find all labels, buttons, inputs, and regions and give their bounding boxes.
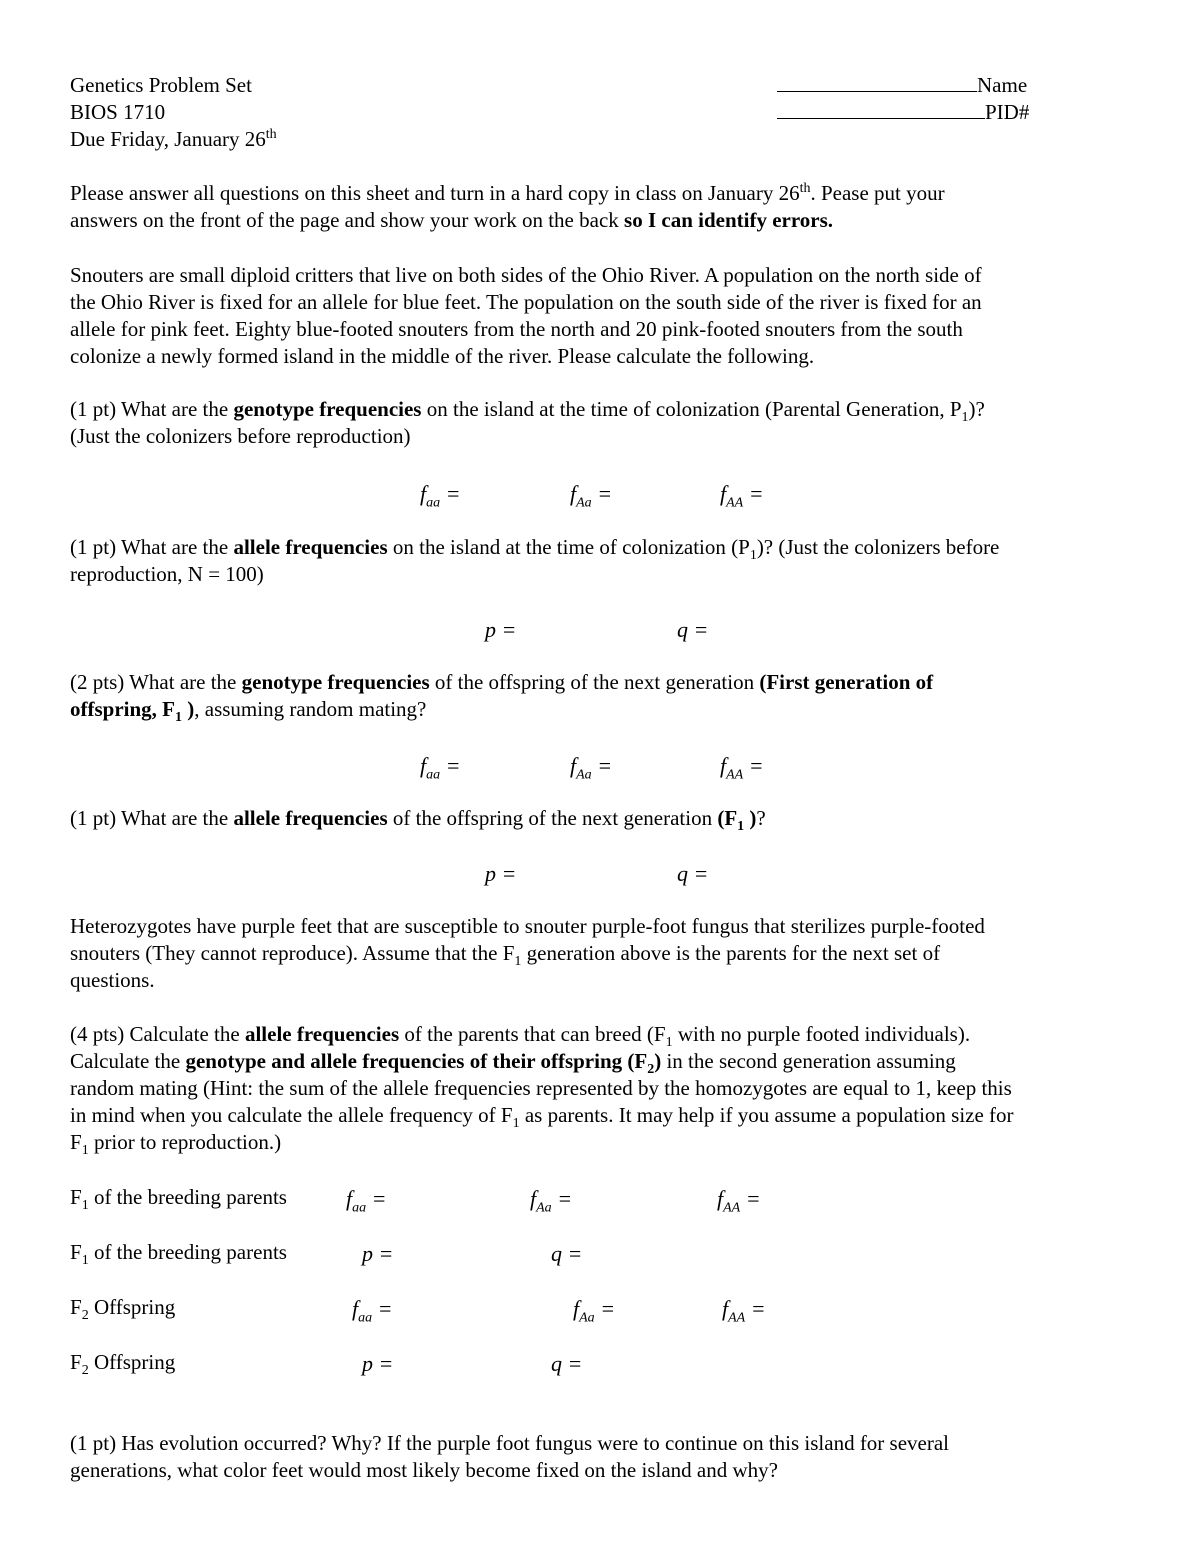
q3-text-c: , assuming random mating?: [194, 697, 427, 721]
q4-bold-2: (F: [717, 806, 738, 830]
row-label-text: Offspring: [88, 1295, 176, 1319]
question-2: [70, 534, 1140, 588]
q4-sub: 1: [737, 819, 745, 835]
row-label-text: of the breeding parents: [88, 1240, 287, 1264]
q4-q: q =: [677, 861, 709, 886]
q1-text-c: )?: [968, 397, 985, 421]
equals: =: [366, 1186, 387, 1211]
q5-text-2b: in the second generation assuming: [661, 1049, 956, 1073]
f2-p: p =: [362, 1351, 394, 1376]
f2-faa: [352, 1295, 392, 1331]
q6-line-2: generations, what color feet would most likely become fixed on the island and why?: [70, 1458, 778, 1482]
AA-sub: AA: [728, 1310, 746, 1326]
q2-line-1: [70, 534, 1140, 564]
row-label-text: Offspring: [88, 1350, 176, 1374]
equals: =: [591, 481, 613, 506]
q5-bold-2b: ): [654, 1049, 662, 1073]
f1-fAa: [530, 1185, 572, 1221]
fungus-text-2a: snouters (They cannot reproduce). Assume that the F: [70, 941, 515, 965]
f-symbol: f: [573, 1296, 580, 1321]
f1-q: q =: [551, 1241, 583, 1266]
intro-text-1a: Please answer all questions on this sheet and turn in a hard copy in class on January 26: [70, 181, 800, 205]
intro-text-1b: . Pease put your: [810, 181, 945, 205]
intro-bold: so I can identify errors.: [624, 208, 834, 232]
q1-sub: 1: [961, 410, 969, 426]
q5-bold-1: allele frequencies: [244, 1022, 400, 1046]
Aa-sub: Aa: [576, 495, 592, 511]
Aa-sub: Aa: [576, 767, 592, 783]
f-symbol: f: [420, 753, 427, 778]
q4-p: p =: [485, 861, 517, 886]
f-symbol: f: [720, 481, 727, 506]
f-symbol: f: [570, 481, 577, 506]
q1-fAA: [720, 480, 764, 516]
name-field[interactable]: [777, 72, 1027, 99]
scenario-line-1: Snouters are small diploid critters that live on both sides of the Ohio River. A population on the north side of: [70, 263, 982, 287]
q3-line-2: [70, 696, 1140, 726]
scenario-line-4: colonize a newly formed island in the middle of the river. Please calculate the following.: [70, 344, 815, 368]
question-5: [70, 1021, 1140, 1159]
aa-sub: aa: [352, 1200, 367, 1216]
course-title: Genetics Problem Set: [70, 73, 252, 97]
scenario-paragraph: [70, 262, 1140, 370]
q2-sub: 1: [749, 548, 757, 564]
fungus-line-1: Heterozygotes have purple feet that are susceptible to snouter purple-foot fungus that sterilizes purple-footed: [70, 914, 985, 938]
q5-line-1: [70, 1021, 1140, 1051]
q2-text-c: )? (Just the colonizers before: [756, 535, 1000, 559]
intro-line-2: [70, 207, 1140, 234]
row-label-text: of the breeding parents: [88, 1185, 287, 1209]
row-label-f: F: [70, 1185, 82, 1209]
equals: =: [743, 753, 764, 778]
q5-text-4b: as parents. It may help if you assume a population size for: [519, 1103, 1014, 1127]
f-symbol: f: [346, 1186, 353, 1211]
name-label: Name: [977, 73, 1028, 97]
row-f2-genotype-label: [70, 1294, 176, 1324]
row-f1-allele-label: [70, 1239, 287, 1269]
q2-text-b: on the island at the time of colonization (P: [387, 535, 750, 559]
fungus-line-3: questions.: [70, 968, 155, 992]
f2-fAA: [722, 1295, 766, 1331]
q1-faa: [420, 480, 460, 516]
row-f2-allele-label: [70, 1349, 176, 1379]
equals: =: [372, 1296, 393, 1321]
Aa-sub: Aa: [579, 1310, 595, 1326]
row-label-sub: 2: [81, 1363, 89, 1379]
f-symbol: f: [570, 753, 577, 778]
due-date-text: Due Friday, January 26: [70, 127, 266, 151]
question-1: [70, 396, 1140, 450]
equals: =: [594, 1296, 616, 1321]
intro-line-1: [70, 180, 1140, 207]
q6-line-1: (1 pt) Has evolution occurred? Why? If the purple foot fungus were to continue on this island for several: [70, 1431, 950, 1455]
row-label-sub: 1: [81, 1198, 89, 1214]
q5-sub-2: 2: [647, 1062, 655, 1078]
q4-text-c: ?: [756, 806, 766, 830]
q5-text-2a: Calculate the: [70, 1049, 186, 1073]
due-date: [70, 126, 277, 153]
q1-text-a: (1 pt) What are the: [70, 397, 234, 421]
fungus-sub: 1: [514, 954, 522, 970]
pid-blank[interactable]: [777, 99, 985, 119]
intro-sup: th: [799, 181, 811, 196]
question-6: [70, 1430, 1140, 1484]
fungus-line-2: [70, 940, 1140, 970]
q3-bold-1: genotype frequencies: [241, 670, 430, 694]
due-date-sup: th: [265, 127, 277, 142]
f1-p: p =: [362, 1241, 394, 1266]
q5-bold-2: genotype and allele frequencies of their offspring (F: [185, 1049, 648, 1073]
row-f1-genotype-label: [70, 1184, 287, 1214]
q2-bold: allele frequencies: [233, 535, 388, 559]
equals: =: [440, 481, 461, 506]
f-symbol: f: [420, 481, 427, 506]
AA-sub: AA: [726, 495, 744, 511]
q3-bold-3: offspring, F: [70, 697, 175, 721]
q5-sub-4: 1: [512, 1116, 520, 1132]
q3-bold-2: (First generation of: [759, 670, 934, 694]
q5-text-1c: with no purple footed individuals).: [672, 1022, 971, 1046]
q5-text-5a: F: [70, 1130, 82, 1154]
aa-sub: aa: [426, 495, 441, 511]
pid-label: PID#: [985, 100, 1030, 124]
f-symbol: f: [722, 1296, 729, 1321]
q1-line-1: [70, 396, 1140, 426]
equals: =: [740, 1186, 761, 1211]
equals: =: [591, 753, 613, 778]
scenario-line-2: the Ohio River is fixed for an allele for blue feet. The population on the south side of the river is fixed for an: [70, 290, 982, 314]
q2-text-a: (1 pt) What are the: [70, 535, 234, 559]
q2-line-2: reproduction, N = 100): [70, 562, 264, 586]
course-code: BIOS 1710: [70, 100, 166, 124]
row-label-f: F: [70, 1295, 82, 1319]
intro-paragraph: [70, 180, 1140, 234]
q5-text-1b: of the parents that can breed (F: [399, 1022, 666, 1046]
aa-sub: aa: [426, 767, 441, 783]
q3-bold-4: ): [182, 697, 195, 721]
q5-text-5b: prior to reproduction.): [88, 1130, 282, 1154]
q4-bold-1: allele frequencies: [233, 806, 388, 830]
fungus-paragraph: [70, 913, 1140, 994]
q1-text-b: on the island at the time of colonization (Parental Generation, P: [421, 397, 962, 421]
aa-sub: aa: [358, 1310, 373, 1326]
equals: =: [551, 1186, 573, 1211]
scenario-line-3: allele for pink feet. Eighty blue-footed snouters from the north and 20 pink-footed snouters from the south: [70, 317, 963, 341]
q5-line-5: [70, 1129, 1140, 1159]
q3-text-b: of the offspring of the next generation: [429, 670, 760, 694]
Aa-sub: Aa: [536, 1200, 552, 1216]
f1-fAA: [717, 1185, 761, 1221]
q2-q: q =: [677, 617, 709, 642]
q3-line-1: [70, 669, 1140, 696]
f-symbol: f: [530, 1186, 537, 1211]
q3-fAA: [720, 752, 764, 788]
question-3: [70, 669, 1140, 726]
row-label-sub: 1: [81, 1253, 89, 1269]
q5-text-4a: in mind when you calculate the allele frequency of F: [70, 1103, 513, 1127]
row-label-sub: 2: [81, 1308, 89, 1324]
f2-q: q =: [551, 1351, 583, 1376]
q5-sub-5: 1: [81, 1143, 89, 1159]
q4-line-1: [70, 805, 1140, 835]
q5-sub-1: 1: [665, 1035, 673, 1051]
q2-p: p =: [485, 617, 517, 642]
pid-field[interactable]: [777, 99, 1029, 126]
q5-text-1a: (4 pts) Calculate the: [70, 1022, 245, 1046]
name-blank[interactable]: [777, 72, 977, 92]
intro-text-2a: answers on the front of the page and show your work on the back: [70, 208, 625, 232]
f2-fAa: [573, 1295, 615, 1331]
q3-text-a: (2 pts) What are the: [70, 670, 242, 694]
fungus-text-2b: generation above is the parents for the next set of: [521, 941, 941, 965]
q3-sub: 1: [175, 710, 182, 726]
f-symbol: f: [352, 1296, 359, 1321]
q1-bold: genotype frequencies: [233, 397, 422, 421]
q4-text-a: (1 pt) What are the: [70, 806, 234, 830]
f-symbol: f: [720, 753, 727, 778]
f1-faa: [346, 1185, 386, 1221]
q5-line-3: random mating (Hint: the sum of the allele frequencies represented by the homozygotes are equal to 1, keep this: [70, 1076, 1012, 1100]
equals: =: [440, 753, 461, 778]
equals: =: [745, 1296, 766, 1321]
question-4: [70, 805, 1140, 835]
q1-fAa: [570, 480, 612, 516]
q3-fAa: [570, 752, 612, 788]
AA-sub: AA: [723, 1200, 741, 1216]
q3-faa: [420, 752, 460, 788]
f-symbol: f: [717, 1186, 724, 1211]
q1-line-2: (Just the colonizers before reproduction): [70, 424, 411, 448]
q4-bold-3: ): [744, 806, 757, 830]
row-label-f: F: [70, 1240, 82, 1264]
q5-line-2: [70, 1048, 1140, 1078]
q5-line-4: [70, 1102, 1140, 1132]
row-label-f: F: [70, 1350, 82, 1374]
equals: =: [743, 481, 764, 506]
AA-sub: AA: [726, 767, 744, 783]
q4-text-b: of the offspring of the next generation: [387, 806, 718, 830]
